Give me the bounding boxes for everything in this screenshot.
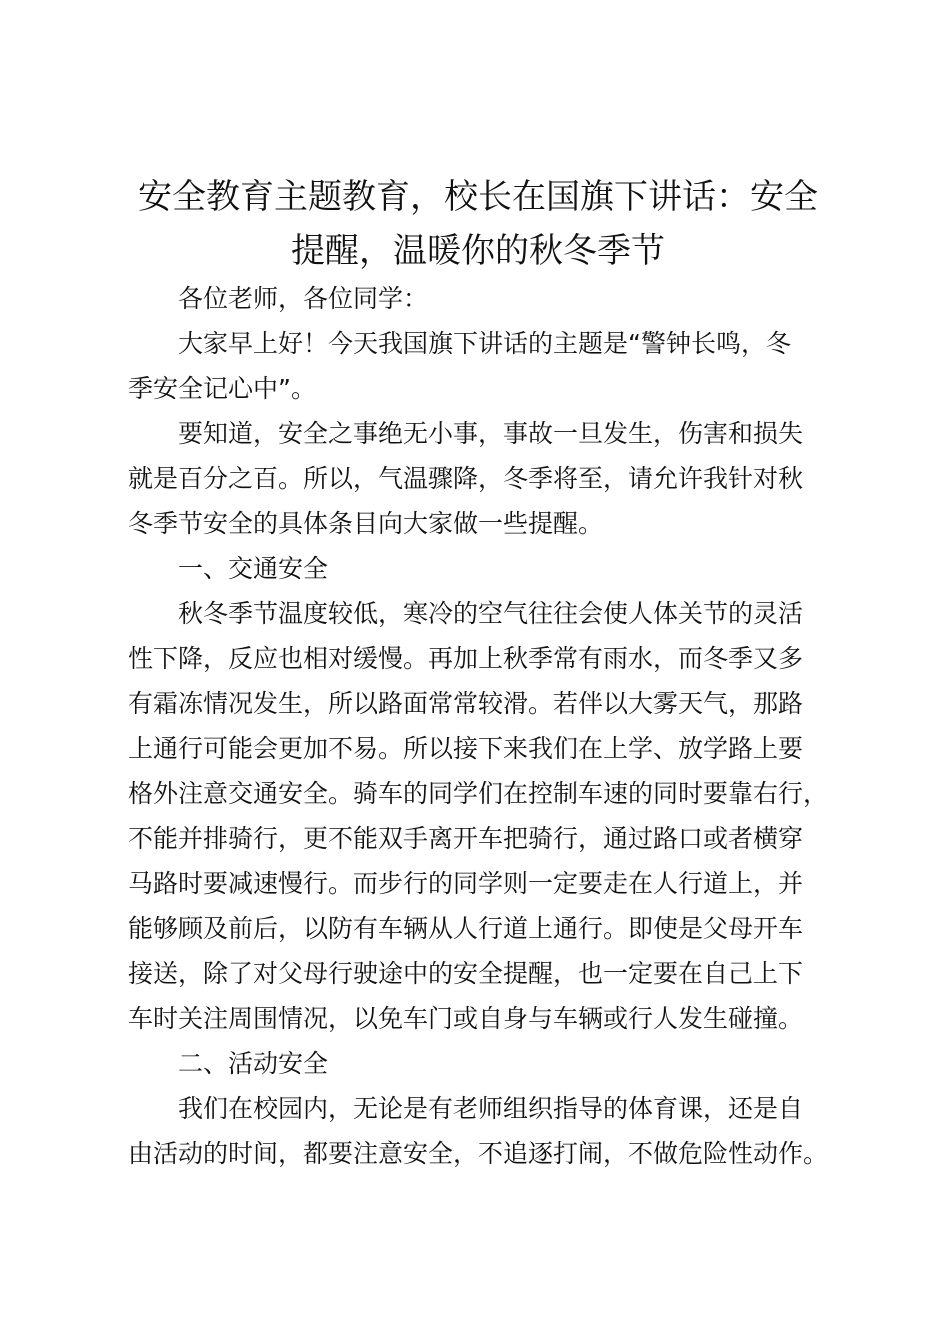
- document-title-line-2: 提醒，温暖你的秋冬季节: [291, 231, 665, 271]
- paragraph-line: 格外注意交通安全。骑车的同学们在控制车速的同时要靠右行，: [128, 779, 829, 808]
- section-heading-activity: 二、活动安全: [178, 1049, 329, 1078]
- section-heading-traffic: 一、交通安全: [178, 554, 329, 583]
- paragraph-line: 车时关注周围情况，以免车门或自身与车辆或行人发生碰撞。: [128, 1004, 804, 1033]
- paragraph-line: 有霜冻情况发生，所以路面常常较滑。若伴以大雾天气，那路: [128, 689, 804, 718]
- paragraph-line: 冬季节安全的具体条目向大家做一些提醒。: [128, 509, 604, 538]
- paragraph-line: 由活动的时间，都要注意安全，不追逐打闹，不做危险性动作。: [128, 1139, 829, 1168]
- paragraph-line: 接送，除了对父母行驶途中的安全提醒，也一定要在自己上下: [128, 959, 804, 988]
- paragraph-line: 季安全记心中”。: [128, 374, 316, 403]
- paragraph-line: 上通行可能会更加不易。所以接下来我们在上学、放学路上要: [128, 734, 804, 763]
- paragraph-line: 马路时要减速慢行。而步行的同学则一定要走在人行道上，并: [128, 869, 804, 898]
- document-title-line-1: 安全教育主题教育，校长在国旗下讲话：安全: [138, 177, 818, 217]
- paragraph-line: 要知道，安全之事绝无小事，事故一旦发生，伤害和损失: [178, 419, 804, 448]
- paragraph-line: 就是百分之百。所以，气温骤降，冬季将至，请允许我针对秋: [128, 464, 804, 493]
- paragraph-line: 我们在校园内，无论是有老师组织指导的体育课，还是自: [178, 1094, 804, 1123]
- paragraph-line: 秋冬季节温度较低，寒冷的空气往往会使人体关节的灵活: [178, 599, 804, 628]
- paragraph-line: 大家早上好！今天我国旗下讲话的主题是“警钟长鸣，冬: [178, 329, 791, 358]
- salutation: 各位老师，各位同学：: [178, 284, 429, 313]
- paragraph-line: 性下降，反应也相对缓慢。再加上秋季常有雨水，而冬季又多: [128, 644, 804, 673]
- paragraph-line: 能够顾及前后，以防有车辆从人行道上通行。即使是父母开车: [128, 914, 804, 943]
- paragraph-line: 不能并排骑行，更不能双手离开车把骑行，通过路口或者横穿: [128, 824, 804, 853]
